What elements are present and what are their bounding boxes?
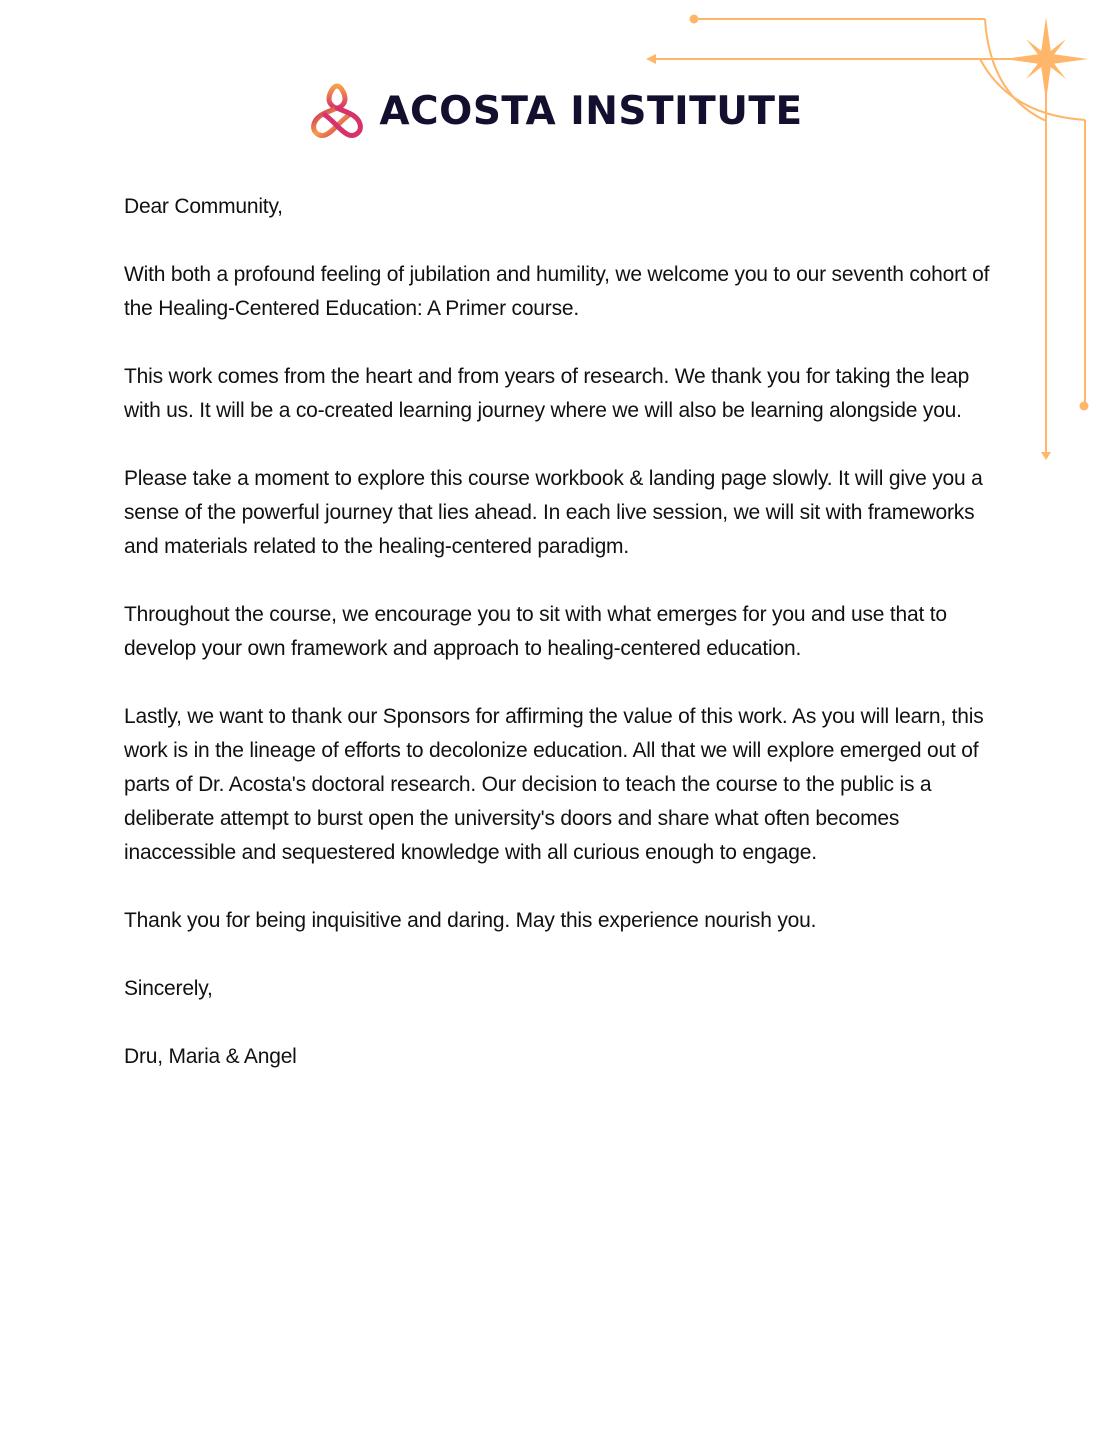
paragraph-explore: Please take a moment to explore this course workbook & landing page slowly. It will give you a sense of the powerful journey that lies ahead. In each live session, we will sit with frameworks and materials related to the healing-centered paradigm. bbox=[124, 467, 983, 558]
paragraph-thanks: This work comes from the heart and from years of research. We thank you for taking the leap with us. It will be a co-created learning journey where we will also be learning alongside you. bbox=[124, 365, 970, 422]
decor-arrowhead-down bbox=[1041, 452, 1051, 460]
decor-dot-right bbox=[1080, 402, 1089, 411]
brand-name: ACOSTA INSTITUTE bbox=[379, 88, 803, 134]
decor-dot-top bbox=[690, 15, 699, 24]
decor-arrowhead-left bbox=[646, 54, 656, 64]
paragraph-welcome: With both a profound feeling of jubilation and humility, we welcome you to our seventh cohort of the Healing-Centered Education: A Primer course. bbox=[124, 263, 990, 320]
paragraph-closing-thanks: Thank you for being inquisitive and daring. May this experience nourish you. bbox=[124, 909, 817, 932]
paragraph-sponsors: Lastly, we want to thank our Sponsors for affirming the value of this work. As you will learn, this work is in the lineage of efforts to decolonize education. All that we will explore emerged out of parts of Dr. Acosta's doctoral research. Our decision to teach the course to the public is a deliberate attempt to burst open the university's doors and share what often becomes inaccessible and sequestered knowledge with all curious enough to engage. bbox=[124, 705, 984, 864]
salutation: Dear Community, bbox=[124, 195, 283, 218]
closing: Sincerely, bbox=[124, 977, 213, 1000]
interlinked-loops-logo-icon bbox=[309, 82, 365, 140]
letter-body bbox=[124, 190, 994, 1108]
letterhead bbox=[0, 80, 1112, 142]
brand-logo bbox=[309, 82, 802, 140]
signature: Dru, Maria & Angel bbox=[124, 1045, 297, 1068]
paragraph-encourage: Throughout the course, we encourage you to sit with what emerges for you and use that to develop your own framework and approach to healing-centered education. bbox=[124, 603, 947, 660]
